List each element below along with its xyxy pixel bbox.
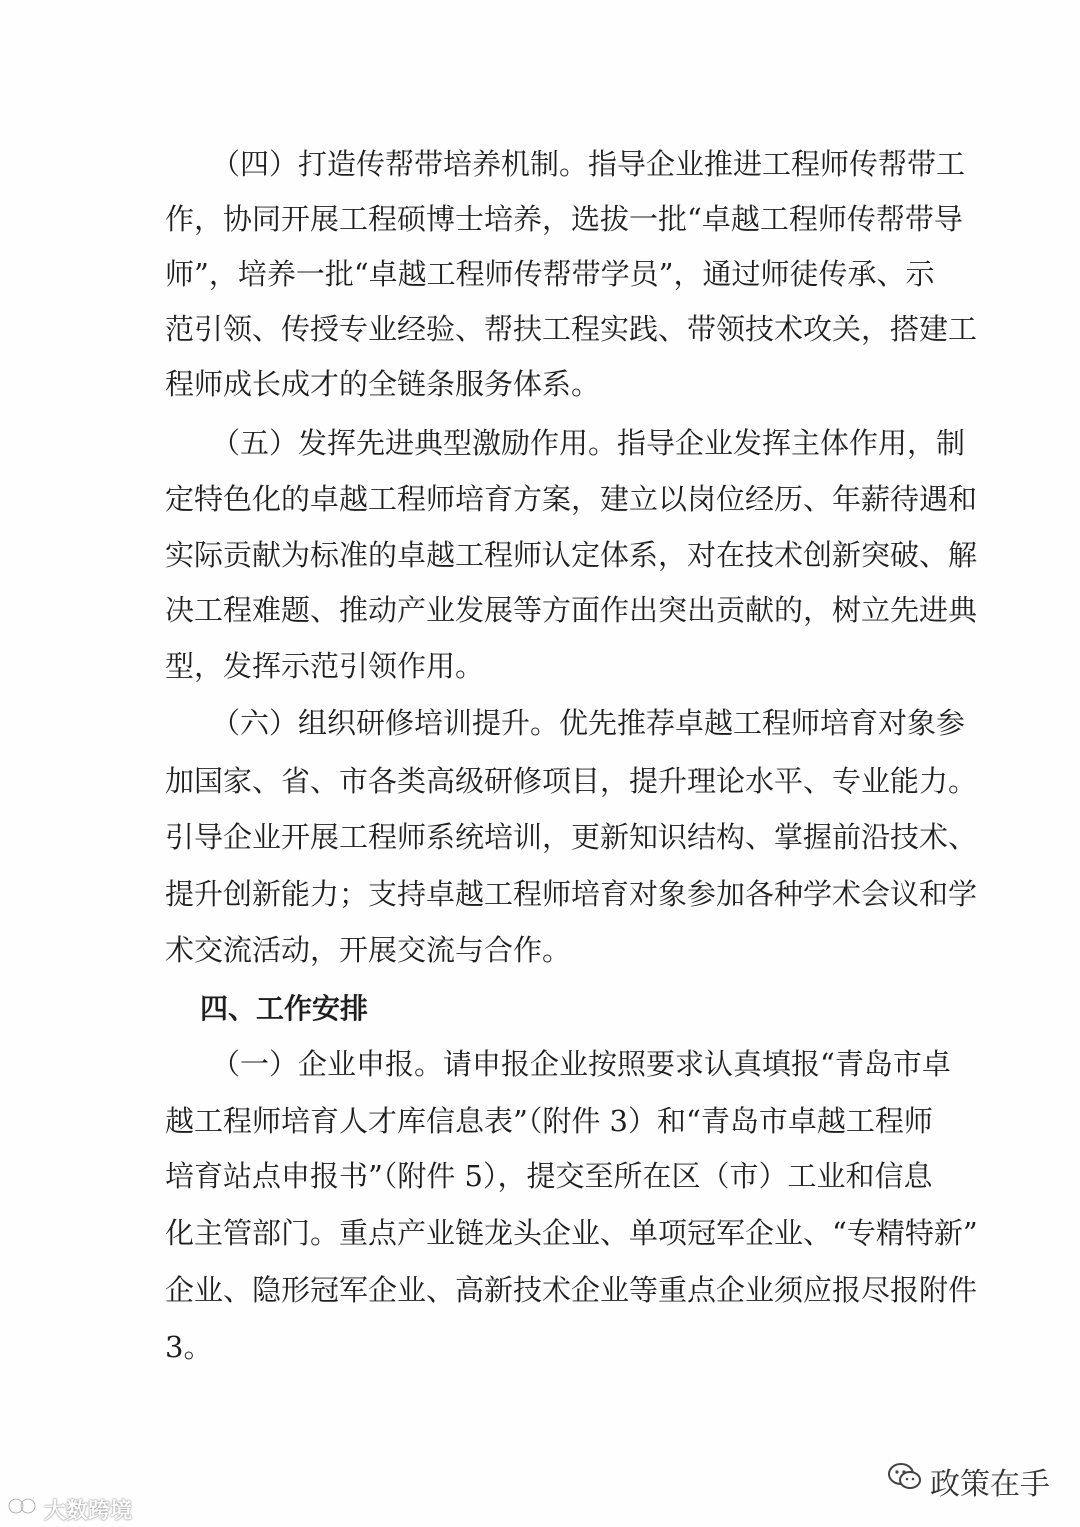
paragraph-5-line-1: （五）发挥先进典型激励作用。指导企业发挥主体作用，制: [211, 426, 966, 460]
section-heading: 四、工作安排: [200, 992, 369, 1025]
paragraph-s4-1-line-2: 越工程师培育人才库信息表”（附件 3）和“青岛市卓越工程师: [165, 1104, 933, 1138]
paragraph-4-line-5: 程师成长成才的全链条服务体系。: [165, 367, 601, 401]
watermark-right: [888, 1456, 1050, 1506]
paragraph-4-line-3: 师”，培养一批“卓越工程师传帮带学员”，通过师徒传承、示: [165, 257, 935, 291]
paragraph-5-line-2: 定特色化的卓越工程师培育方案，建立以岗位经历、年薪待遇和: [165, 482, 978, 516]
paragraph-6-line-4: 提升创新能力；支持卓越工程师培育对象参加各种学术会议和学: [165, 877, 978, 911]
paragraph-s4-1-line-5: 企业、隐形冠军企业、高新技术企业等重点企业须应报尽报附件: [165, 1273, 978, 1307]
watermark-left: [6, 1494, 132, 1524]
paragraph-5-line-5: 型，发挥示范引领作用。: [165, 649, 485, 683]
paragraph-6-line-5: 术交流活动，开展交流与合作。: [165, 933, 572, 967]
paragraph-6-line-3: 引导企业开展工程师系统培训，更新知识结构、掌握前沿技术、: [165, 820, 978, 854]
paragraph-s4-1-line-1: （一）企业申报。请申报企业按照要求认真填报“青岛市卓: [211, 1047, 951, 1081]
paragraph-6-line-1: （六）组织研修培训提升。优先推荐卓越工程师培育对象参: [211, 706, 966, 740]
paragraph-5-line-4: 决工程难题、推动产业发展等方面作出突出贡献的，树立先进典: [165, 593, 978, 627]
paragraph-s4-1-line-4: 化主管部门。重点产业链龙头企业、单项冠军企业、“专精特新”: [165, 1216, 978, 1250]
loop-logo-icon: [6, 1495, 40, 1523]
paragraph-s4-1-line-3: 培育站点申报书”（附件 5），提交至所在区（市）工业和信息: [165, 1159, 933, 1193]
paragraph-4-line-4: 范引领、传授专业经验、帮扶工程实践、带领技术攻关，搭建工: [165, 312, 978, 346]
paragraph-4-line-2: 作，协同开展工程硕博士培养，选拔一批“卓越工程师传帮带导: [165, 202, 963, 236]
paragraph-6-line-2: 加国家、省、市各类高级研修项目，提升理论水平、专业能力。: [165, 764, 978, 798]
paragraph-4-line-1: （四）打造传帮带培养机制。指导企业推进工程师传帮带工: [211, 147, 966, 181]
wechat-icon: [888, 1462, 922, 1500]
watermark-right-text: 政策在手: [930, 1467, 1050, 1502]
watermark-left-text: 大数跨境: [44, 1498, 133, 1524]
paragraph-5-line-3: 实际贡献为标准的卓越工程师认定体系，对在技术创新突破、解: [165, 538, 978, 572]
paragraph-s4-1-line-6: 3。: [165, 1330, 213, 1364]
